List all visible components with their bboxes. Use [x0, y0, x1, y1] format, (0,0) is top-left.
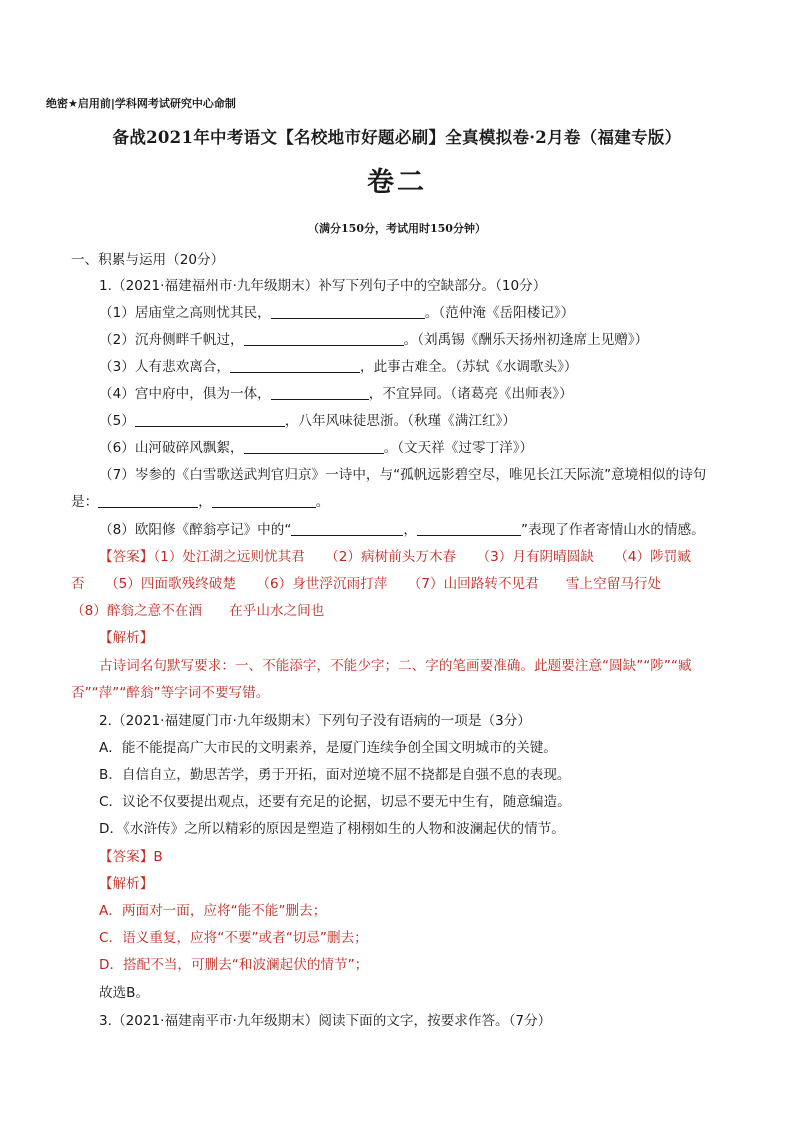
q2-answer [99, 845, 163, 865]
answer-blank [271, 385, 369, 400]
answer-blank [417, 521, 521, 536]
q1-item-3-post: ，此事古难全。（苏轼《水调歌头》） [360, 359, 578, 375]
q1-item-8-post: ”表现了作者寄情山水的情感。 [521, 522, 705, 538]
q1-answer-line3: （8）醉翁之意不在酒 在乎山水之间也 [71, 603, 325, 619]
q2-option-a: A．能不能提高广大市民的文明素养，是厦门连续争创全国文明城市的关键。 [99, 740, 557, 756]
q1-item-4 [99, 382, 573, 402]
q1-analysis-label: 【解析】 [99, 630, 154, 646]
q1-item-4-post: ，不宜异同。（诸葛亮《出师表》） [368, 386, 573, 402]
exam-note: （满分150分，考试用时150分钟） [308, 222, 486, 235]
q2-option-c: C．议论不仅要提出观点，还要有充足的论据，切忌不要无中生有，随意编造。 [99, 794, 571, 810]
answer-blank [135, 412, 285, 427]
q1-item-2 [99, 328, 648, 348]
q1-item-7-line2 [71, 490, 329, 510]
q1-item-7-mid: ， [198, 494, 212, 510]
answer-blank [291, 521, 403, 536]
q2-analysis-d: D．搭配不当，可删去“和波澜起伏的情节”； [99, 957, 369, 973]
answer-blank [230, 358, 360, 373]
q1-item-4-pre: （4）宫中府中，俱为一体， [99, 386, 271, 402]
q1-item-5 [99, 409, 516, 429]
document-title: 备战2021年中考语文【名校地市好题必刷】全真模拟卷·2月卷（福建专版） [112, 128, 682, 147]
q1-item-7-pre: 是： [71, 494, 99, 510]
q1-item-1 [99, 301, 574, 321]
answer-text: B [153, 849, 163, 865]
q1-item-7-line1: （7）岑参的《白雪歌送武判官归京》一诗中，与“孤帆远影碧空尽，唯见长江天际流”意境相似的诗句 [99, 467, 707, 483]
q1-item-7-end: 。 [315, 494, 330, 510]
answer-label: 【答案】 [99, 849, 154, 865]
answer-blank [271, 304, 425, 319]
q1-item-5-post: ，八年风味徒思浙。（秋瑾《满江红》） [284, 413, 516, 429]
answer-blank [244, 331, 404, 346]
q1-item-1-post: 。（范仲淹《岳阳楼记》） [424, 305, 575, 321]
q1-item-2-pre: （2）沉舟侧畔千帆过， [99, 332, 244, 348]
q1-item-8-pre: （8）欧阳修《醉翁亭记》中的“ [99, 522, 292, 538]
answer-blank [212, 493, 316, 508]
q1-item-2-post: 。（刘禹锡《酬乐天扬州初逢席上见赠》） [403, 332, 649, 348]
q1-answer-line1 [99, 545, 691, 565]
q2-option-b: B．自信自立，勤思苦学，勇于开拓，面对逆境不屈不挠都是自强不息的表现。 [99, 767, 571, 783]
q1-item-3-pre: （3）人有悲欢离合， [99, 359, 230, 375]
q2-analysis-c: C．语义重复，应将“不要”或者“切忌”删去； [99, 930, 368, 946]
q1-item-6-post: 。（文天祥《过零丁洋》） [383, 440, 534, 456]
q1-analysis-line1: 古诗词名句默写要求：一、不能添字，不能少字；二、字的笔画要准确。此题要注意“圆缺”“陟”“臧 [99, 658, 692, 674]
confidential-label: 绝密★启用前|学科网考试研究中心命制 [46, 97, 236, 110]
question-2-stem: 2.（2021·福建厦门市·九年级期末）下列句子没有语病的一项是（3分） [99, 713, 531, 729]
q1-answer-line2: 否 （5）四面歌残终破楚 （6）身世浮沉雨打萍 （7）山回路转不见君 雪上空留马行处 [71, 576, 662, 592]
q1-item-8 [99, 518, 705, 538]
answer-label: 【答案】 [99, 549, 154, 565]
section-heading: 一、积累与运用（20分） [71, 252, 225, 268]
answer-blank [244, 439, 384, 454]
answer-text: （1）处江湖之远则忧其君 （2）病树前头万木春 （3）月有阴晴圆缺 （4）陟罚臧 [153, 549, 691, 565]
q2-option-d: D．《水浒传》之所以精彩的原因是塑造了栩栩如生的人物和波澜起伏的情节。 [99, 821, 565, 837]
q1-item-5-pre: （5） [99, 413, 135, 429]
q1-item-6-pre: （6）山河破碎风飘絮， [99, 440, 244, 456]
q1-analysis-line2: 否”“萍”“醉翁”等字词不要写错。 [71, 685, 270, 701]
q2-analysis-a: A．两面对一面，应将“能不能”删去； [99, 903, 327, 919]
q2-conclusion: 故选B。 [99, 985, 150, 1001]
answer-blank [98, 493, 198, 508]
question-3-stem: 3.（2021·福建南平市·九年级期末）阅读下面的文字，按要求作答。（7分） [99, 1013, 552, 1029]
volume-title: 卷二 [367, 167, 427, 198]
q2-analysis-label: 【解析】 [99, 876, 154, 892]
q1-item-6 [99, 436, 533, 456]
q1-item-8-mid: ， [403, 522, 418, 538]
question-1-stem: 1.（2021·福建福州市·九年级期末）补写下列句子中的空缺部分。（10分） [99, 278, 547, 294]
q1-item-3 [99, 355, 578, 375]
q1-item-1-pre: （1）居庙堂之高则忧其民， [99, 305, 271, 321]
